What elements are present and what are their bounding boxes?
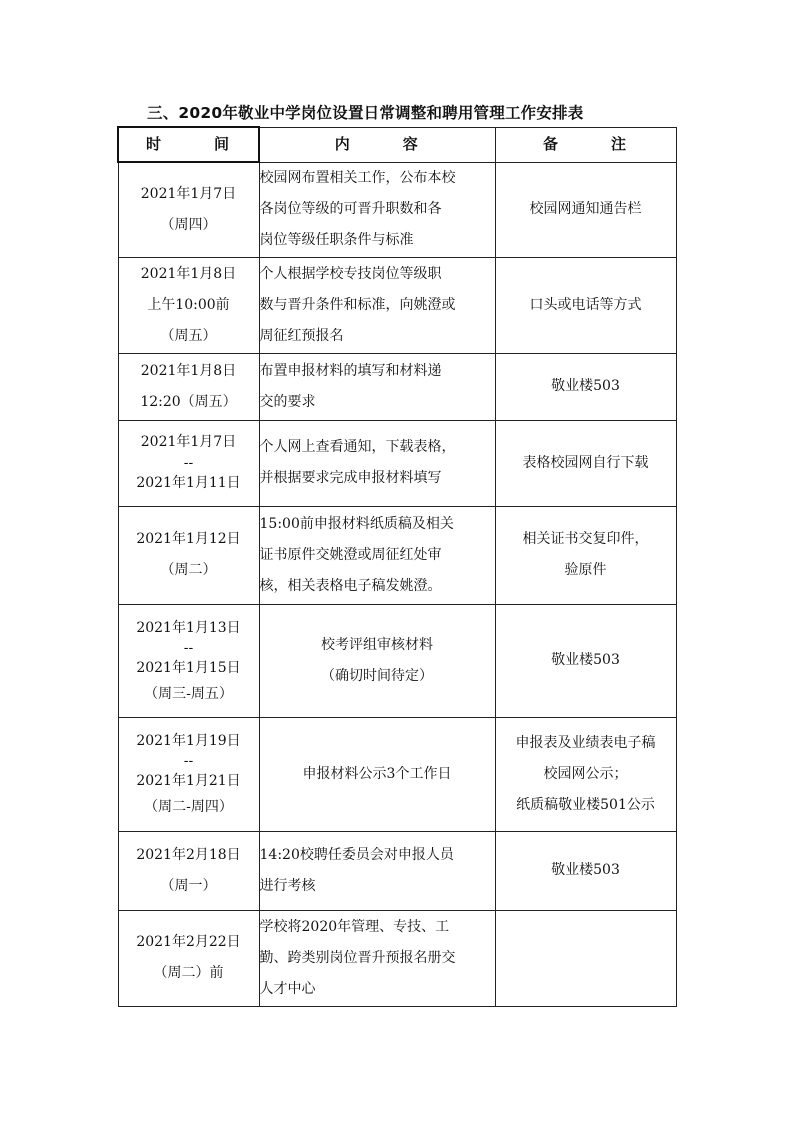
table-row: [118, 420, 676, 506]
note-line: 申报表及业绩表电子稿: [515, 734, 656, 751]
note-line: 纸质稿敬业楼501公示: [516, 796, 655, 813]
cell-note: [495, 420, 676, 506]
cell-time: [118, 604, 259, 717]
time-line: 上午10:00前: [147, 296, 230, 313]
note-line: 表格校园网自行下载: [522, 454, 649, 471]
time-line: 12:20（周五）: [140, 393, 237, 410]
table-row: [118, 831, 676, 910]
time-line: --: [183, 455, 194, 471]
table-row: [118, 353, 676, 420]
note-line: 相关证书交复印件，: [522, 531, 649, 547]
content-line: 14:20校聘任委员会对申报人员: [259, 846, 454, 863]
content-line: 申报材料公示3个工作日: [302, 765, 452, 782]
content-line: 进行考核: [259, 877, 316, 894]
cell-time: [118, 257, 259, 353]
content-line: 证书原件交姚澄或周征红处审: [259, 546, 442, 563]
table-row: [118, 910, 676, 1006]
cell-note: [495, 910, 676, 1006]
time-line: （周一）: [160, 877, 217, 894]
content-line: 布置申报材料的填写和材料递: [259, 362, 442, 379]
cell-note: [495, 717, 676, 831]
content-line: 校考评组审核材料: [321, 636, 433, 653]
table-row: [118, 162, 676, 257]
table-row: [118, 257, 676, 353]
note-line: 验原件: [564, 562, 607, 578]
time-line: 2021年2月18日: [136, 846, 241, 863]
cell-time: [118, 353, 259, 420]
cell-content: [259, 162, 495, 257]
cell-note: [495, 506, 676, 604]
content-line: 人才中心: [259, 980, 316, 997]
time-line: （周二）前: [153, 965, 224, 981]
note-line: 校园网公示；: [543, 765, 628, 782]
time-line: 2021年1月19日: [136, 733, 241, 749]
header-content: 内 容: [259, 127, 495, 162]
content-line: 岗位等级任职条件与标准: [259, 232, 414, 248]
header-time: 时 间: [118, 127, 259, 162]
cell-note: [495, 831, 676, 910]
time-line: 2021年1月12日: [136, 531, 241, 547]
cell-content: [259, 910, 495, 1006]
note-line: 敬业楼503: [551, 862, 620, 878]
table-row: [118, 717, 676, 831]
time-line: 2021年1月13日: [136, 619, 241, 636]
cell-time: [118, 420, 259, 506]
note-line: 敬业楼503: [551, 378, 620, 394]
time-line: （周二）: [160, 562, 217, 578]
time-line: （周五）: [160, 327, 217, 344]
time-line: （周三-周五）: [144, 685, 233, 702]
time-line: （周二-周四）: [144, 799, 233, 815]
cell-content: [259, 717, 495, 831]
content-line: 个人根据学校专技岗位等级职: [259, 265, 442, 282]
cell-time: [118, 162, 259, 257]
content-line: 各岗位等级的可晋升职数和各: [259, 201, 442, 217]
time-line: 2021年1月7日: [140, 185, 237, 202]
cell-note: [495, 353, 676, 420]
cell-note: [495, 604, 676, 717]
time-line: 2021年1月8日: [140, 362, 237, 379]
time-line: --: [183, 639, 194, 656]
cell-time: [118, 831, 259, 910]
content-line: 校园网布置相关工作，公布本校: [259, 170, 456, 186]
table-header-row: [118, 127, 676, 162]
cell-content: [259, 604, 495, 717]
time-line: 2021年1月8日: [140, 265, 237, 282]
schedule-table: [117, 126, 677, 1007]
time-line: 2021年2月22日: [136, 934, 241, 950]
content-line: 个人网上查看通知，下载表格，: [259, 439, 456, 455]
note-line: 敬业楼503: [551, 652, 620, 668]
cell-time: [118, 506, 259, 604]
cell-time: [118, 910, 259, 1006]
time-line: 2021年1月7日: [140, 434, 237, 450]
content-line: 交的要求: [259, 393, 316, 410]
content-line: 学校将2020年管理、专技、工: [259, 918, 450, 935]
content-line: 周征红预报名: [259, 327, 344, 344]
header-note: 备 注: [495, 127, 676, 162]
table-row: [118, 506, 676, 604]
time-line: 2021年1月21日: [136, 773, 241, 789]
time-line: （周四）: [160, 216, 217, 233]
time-line: 2021年1月15日: [136, 659, 241, 676]
cell-content: [259, 257, 495, 353]
cell-content: [259, 506, 495, 604]
content-line: 15:00前申报材料纸质稿及相关: [259, 515, 454, 532]
note-line: 口头或电话等方式: [529, 296, 642, 313]
content-line: 勤、跨类别岗位晋升预报名册交: [259, 949, 456, 966]
time-line: --: [183, 753, 194, 769]
content-line: 并根据要求完成申报材料填写: [259, 470, 442, 486]
cell-time: [118, 717, 259, 831]
page-title: 三、2020年敬业中学岗位设置日常调整和聘用管理工作安排表: [147, 104, 584, 122]
cell-note: [495, 162, 676, 257]
time-line: 2021年1月11日: [136, 475, 241, 491]
cell-note: [495, 257, 676, 353]
cell-content: [259, 831, 495, 910]
content-line: 数与晋升条件和标准，向姚澄或: [259, 296, 456, 313]
cell-content: [259, 420, 495, 506]
content-line: （确切时间待定）: [321, 667, 433, 684]
cell-content: [259, 353, 495, 420]
table-row: [118, 604, 676, 717]
content-line: 核，相关表格电子稿发姚澄。: [259, 577, 442, 594]
note-line: 校园网通知通告栏: [529, 201, 642, 217]
